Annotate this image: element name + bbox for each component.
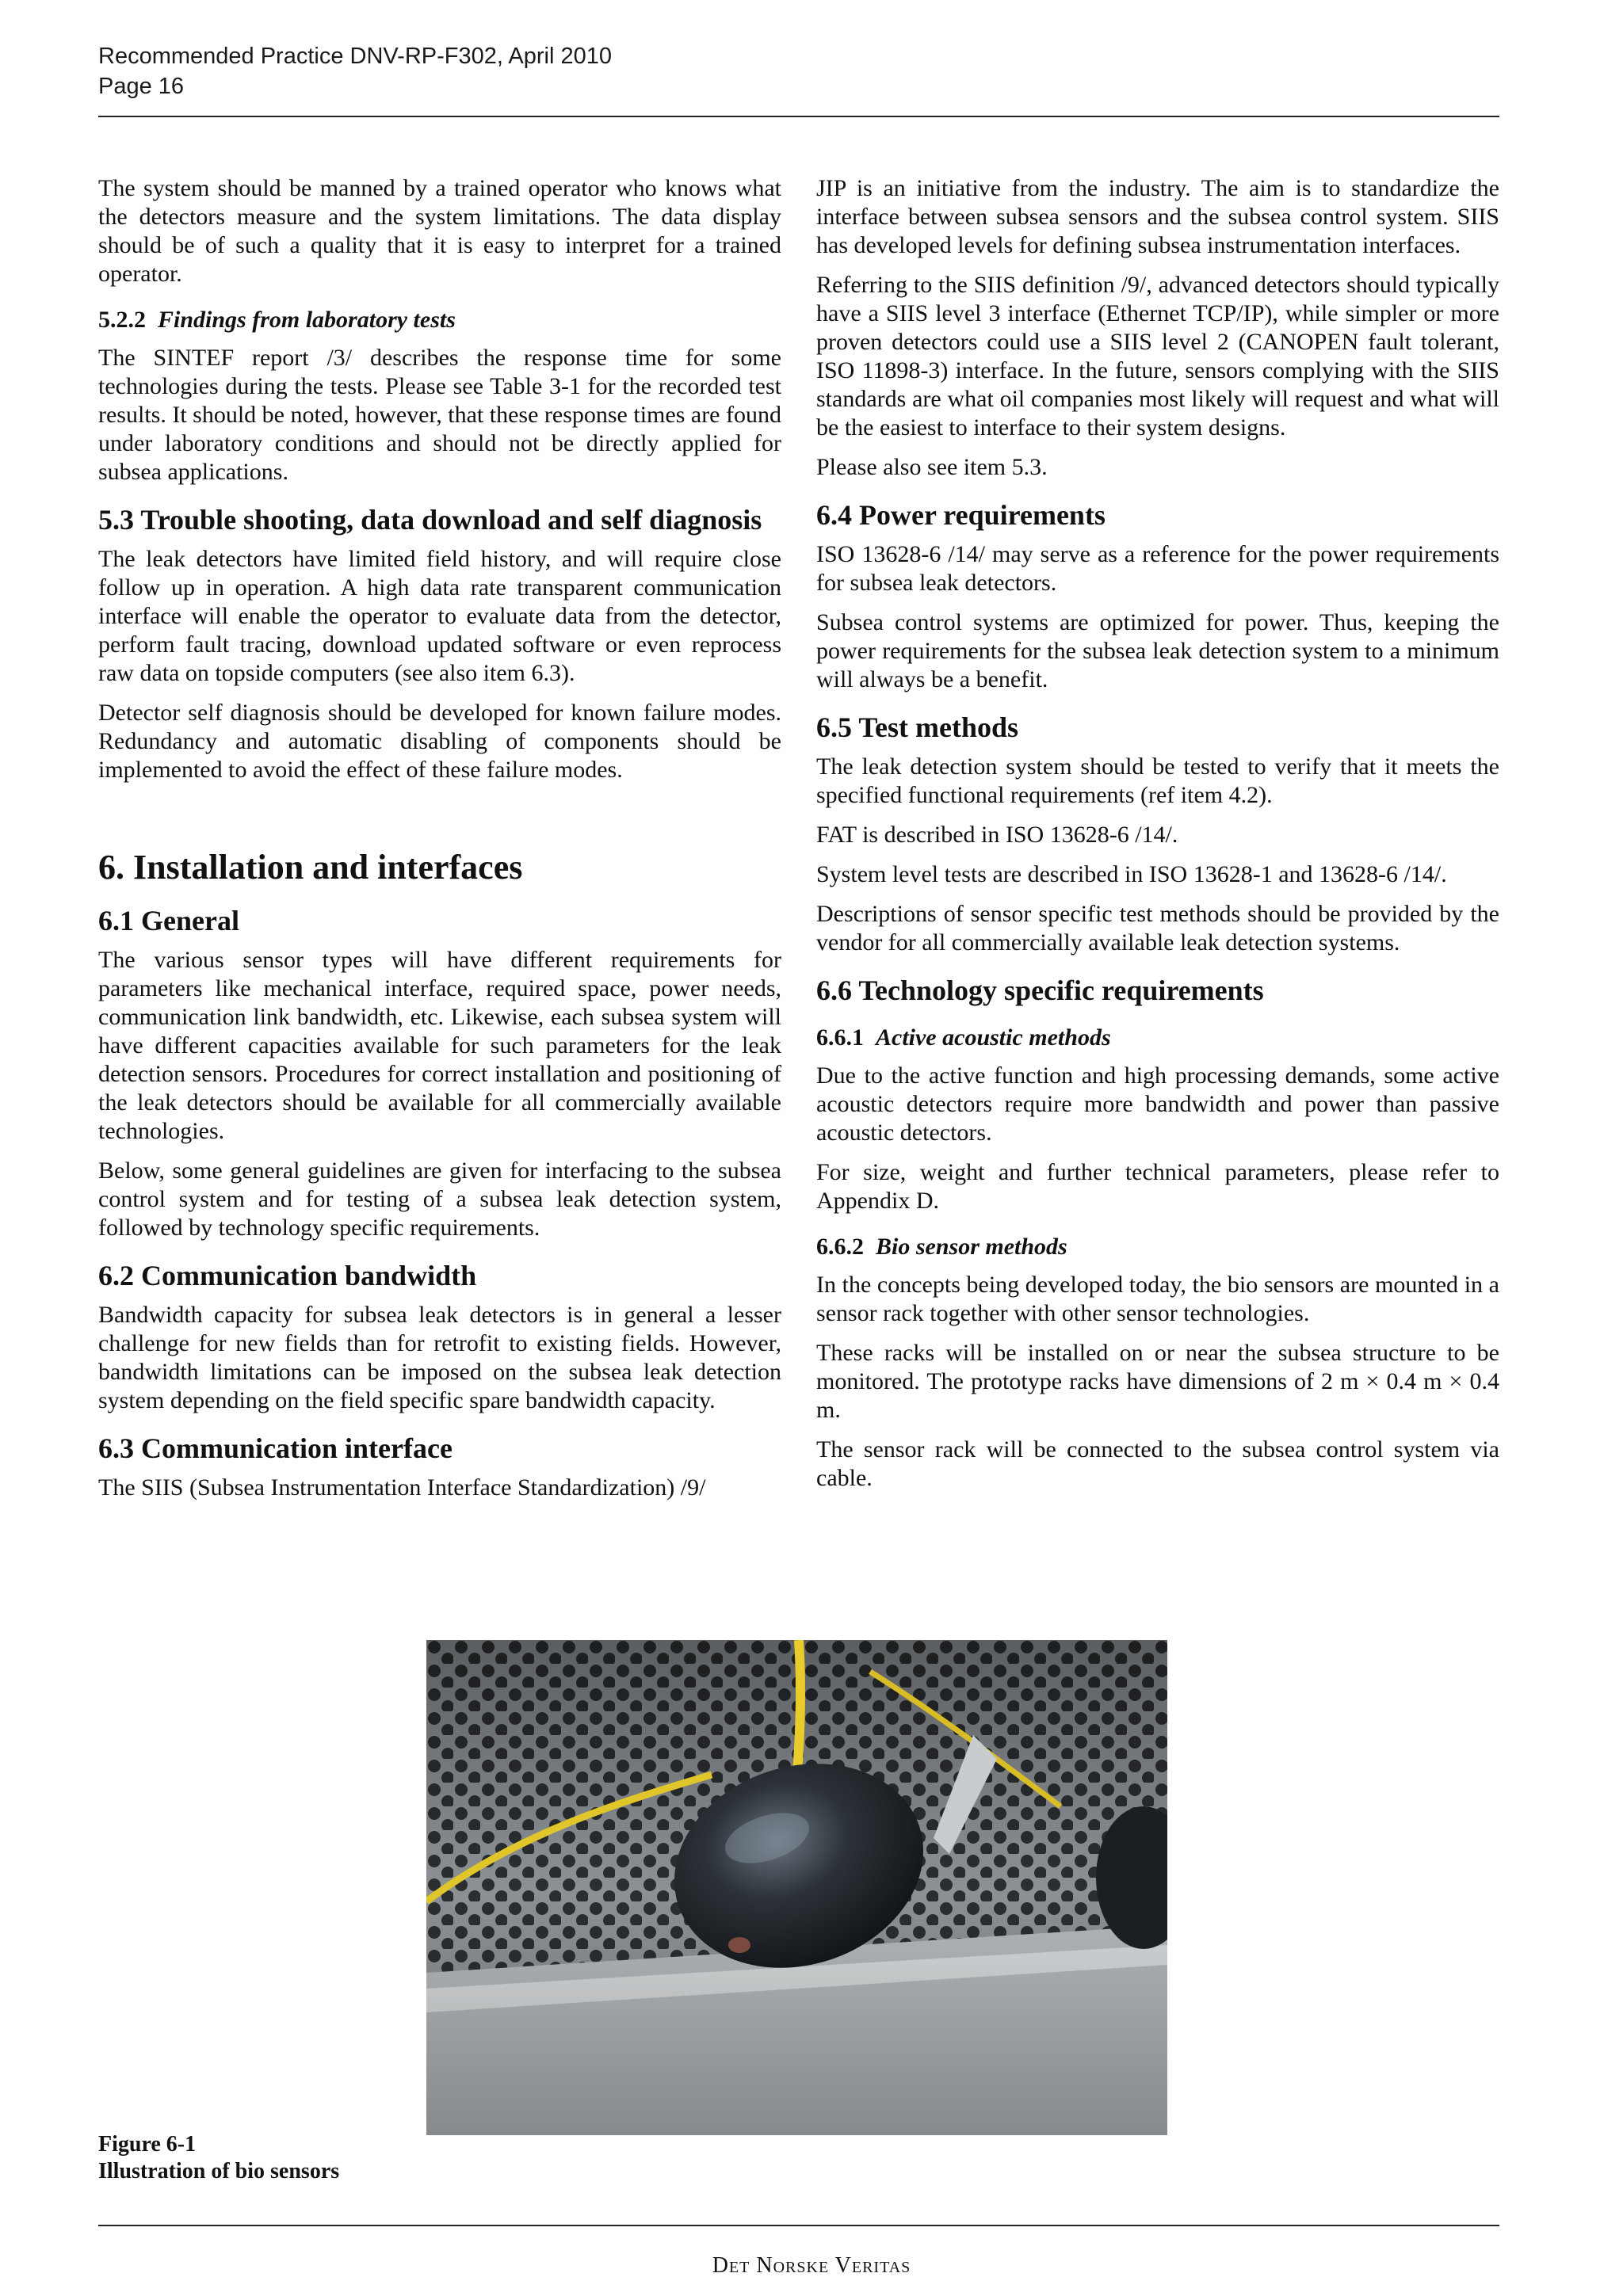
left-column [98, 174, 781, 1513]
paragraph: Due to the active function and high processing demands, some active acoustic detectors require more bandwidth and power than passive acoustic detectors. [816, 1062, 1499, 1146]
figure-label: Figure 6-1 [98, 2132, 197, 2157]
paragraph: The SIIS (Subsea Instrumentation Interface Standardization) /9/ [98, 1474, 706, 1501]
paragraph: JIP is an initiative from the industry. The aim is to standardize the interface between subsea sensors and the subsea control system. SIIS has developed levels for defining subsea instrumentation interfaces. [816, 175, 1499, 258]
section-heading-6-6-2 [816, 1233, 1499, 1261]
figure-caption [98, 2131, 339, 2185]
right-column [816, 174, 1499, 1504]
section-heading-5-2-2 [98, 306, 781, 334]
bio-sensor-photo [426, 1640, 1167, 2135]
paragraph: Referring to the SIIS definition /9/, advanced detectors should typically have a SIIS level 3 interface (Ethernet TCP/IP), while simpler or more proven detectors could use a SIIS level 2 (CANOPEN fault tolerant, ISO 11898-3) interface. In the future, sensors complying with the SIIS standards are what oil companies most likely will request and what will be the easiest to interface to their system designs. [816, 272, 1499, 441]
footer-rule [98, 2225, 1499, 2226]
section-number: 5.2.2 [98, 307, 146, 333]
paragraph: Please also see item 5.3. [816, 454, 1048, 480]
section-number: 6.6.1 [816, 1024, 864, 1051]
paragraph: FAT is described in ISO 13628-6 /14/. [816, 822, 1178, 848]
section-title: Active acoustic methods [876, 1024, 1111, 1051]
section-number: 6.6.2 [816, 1234, 864, 1260]
paragraph: The various sensor types will have different requirements for parameters like mechanical interface, required space, power needs, communication link bandwidth, etc. Likewise, each subsea system will have different capacities available for such parameters for the leak detection sensors. Procedures for correct installation and positioning of the leak detectors should be available for all commercially available technologies. [98, 947, 781, 1144]
paragraph: Subsea control systems are optimized for power. Thus, keeping the power requirements for the subsea leak detection system to a minimum will always be a benefit. [816, 609, 1499, 692]
paragraph: These racks will be installed on or near the subsea structure to be monitored. The prototype racks have dimensions of 2 m × 0.4 m × 0.4 m. [816, 1340, 1499, 1423]
paragraph: The leak detection system should be tested to verify that it meets the specified functional requirements (ref item 4.2). [816, 753, 1499, 808]
paragraph: The system should be manned by a trained operator who knows what the detectors measure and the system limitations. The data display should be of such a quality that it is easy to interpret for a trained operator. [98, 175, 781, 287]
section-heading-6-5: 6.5 Test methods [816, 711, 1019, 743]
page-number: Page 16 [98, 74, 185, 99]
section-heading-6-4: 6.4 Power requirements [816, 499, 1106, 531]
section-title: Bio sensor methods [876, 1234, 1067, 1260]
paragraph: The sensor rack will be connected to the subsea control system via cable. [816, 1436, 1499, 1491]
paragraph: System level tests are described in ISO 13628-1 and 13628-6 /14/. [816, 861, 1447, 887]
chapter-heading-6: 6. Installation and interfaces [98, 848, 523, 887]
section-heading-6-6: 6.6 Technology specific requirements [816, 974, 1264, 1006]
section-heading-6-1: 6.1 General [98, 905, 239, 936]
paragraph: Bandwidth capacity for subsea leak detectors is in general a lesser challenge for new fields than for retrofit to existing fields. However, bandwidth limitations can be imposed on the subsea leak detection system depending on the field specific spare bandwidth capacity. [98, 1302, 781, 1413]
paragraph: The SINTEF report /3/ describes the response time for some technologies during the tests. Please see Table 3-1 for the recorded test results. It should be noted, however, that these response times are found under laboratory conditions and should not be directly applied for subsea applications. [98, 345, 781, 485]
section-heading-6-3: 6.3 Communication interface [98, 1432, 453, 1464]
figure-title: Illustration of bio sensors [98, 2159, 340, 2183]
section-heading-6-6-1 [816, 1024, 1499, 1052]
paragraph: For size, weight and further technical parameters, please refer to Appendix D. [816, 1159, 1499, 1214]
paragraph: The leak detectors have limited field history, and will require close follow up in operation. A high data rate transparent communication interface will enable the operator to evaluate data from the detector, perform fault tracing, download updated software or even reprocess raw data on topside computers (see also item 6.3). [98, 546, 781, 686]
page-header [98, 41, 612, 101]
section-title: Findings from laboratory tests [158, 307, 456, 333]
paragraph: Detector self diagnosis should be developed for known failure modes. Redundancy and automatic disabling of components should be implemented to avoid the effect of these failure modes. [98, 700, 781, 783]
page-footer: Det Norske Veritas [712, 2253, 911, 2278]
paragraph: ISO 13628-6 /14/ may serve as a reference for the power requirements for subsea leak detectors. [816, 541, 1499, 596]
section-heading-6-2: 6.2 Communication bandwidth [98, 1260, 477, 1291]
section-heading-5-3: 5.3 Trouble shooting, data download and self diagnosis [98, 504, 762, 536]
paragraph: In the concepts being developed today, the bio sensors are mounted in a sensor rack together with other sensor technologies. [816, 1272, 1499, 1326]
document-title: Recommended Practice DNV-RP-F302, April 2010 [98, 44, 612, 69]
paragraph: Below, some general guidelines are given for interfacing to the subsea control system and for testing of a subsea leak detection system, followed by technology specific requirements. [98, 1158, 781, 1241]
header-rule [98, 116, 1499, 117]
paragraph: Descriptions of sensor specific test methods should be provided by the vendor for all commercially available leak detection systems. [816, 901, 1499, 955]
